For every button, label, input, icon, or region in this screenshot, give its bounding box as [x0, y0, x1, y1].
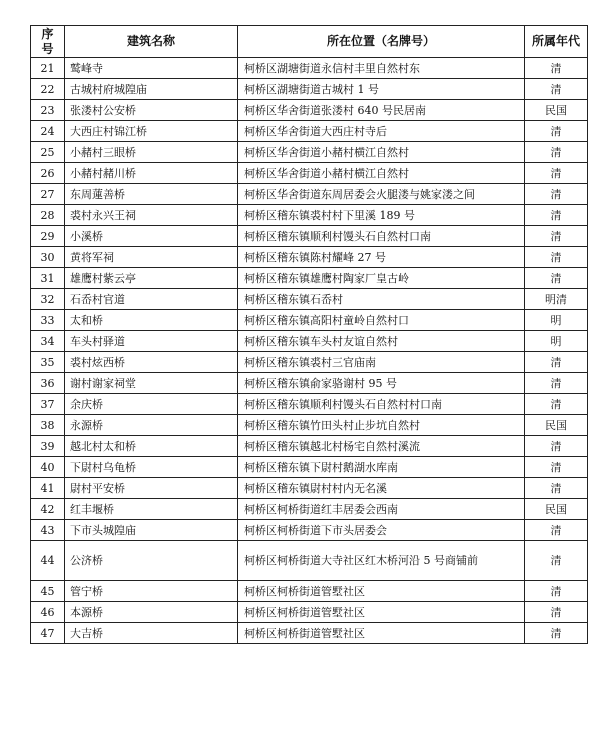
building-name: 石岙村官道: [65, 289, 238, 310]
table-row: [31, 331, 588, 352]
era-cell: 清: [525, 436, 588, 457]
table-row: [31, 163, 588, 184]
era-cell: 清: [525, 352, 588, 373]
building-name: 余庆桥: [65, 394, 238, 415]
row-number: 21: [31, 58, 65, 79]
era-cell: 明: [525, 331, 588, 352]
row-number: 30: [31, 247, 65, 268]
era-cell: 清: [525, 247, 588, 268]
table-row: [31, 79, 588, 100]
era-cell: 清: [525, 373, 588, 394]
building-name: 大吉桥: [65, 623, 238, 644]
era-cell: 清: [525, 79, 588, 100]
building-name: 东周蓮善桥: [65, 184, 238, 205]
building-name: 本源桥: [65, 602, 238, 623]
era-cell: 清: [525, 163, 588, 184]
era-cell: 清: [525, 58, 588, 79]
location-cell: 柯桥区稽东镇竹田头村止步坑自然村: [238, 415, 525, 436]
table-row: [31, 499, 588, 520]
table-row: [31, 268, 588, 289]
table-row: [31, 457, 588, 478]
building-name: 车头村驿道: [65, 331, 238, 352]
row-number: 22: [31, 79, 65, 100]
header-name: 建筑名称: [65, 26, 238, 58]
table-row: [31, 520, 588, 541]
building-name: 黄将军祠: [65, 247, 238, 268]
table-body: [31, 58, 588, 644]
table-row: [31, 310, 588, 331]
location-cell: 柯桥区稽东镇俞家骆谢村 95 号: [238, 373, 525, 394]
building-name: 管宁桥: [65, 581, 238, 602]
table-row: [31, 184, 588, 205]
building-name: 裘村炫西桥: [65, 352, 238, 373]
location-cell: 柯桥区稽东镇高阳村童岭自然村口: [238, 310, 525, 331]
location-cell: 柯桥区稽东镇陈村耀峰 27 号: [238, 247, 525, 268]
era-cell: 清: [525, 457, 588, 478]
row-number: 28: [31, 205, 65, 226]
era-cell: 清: [525, 394, 588, 415]
building-name: 小溪桥: [65, 226, 238, 247]
location-cell: 柯桥区稽东镇尉村村内无名溪: [238, 478, 525, 499]
location-cell: 柯桥区柯桥街道大寺社区红木桥河沿 5 号商铺前: [238, 541, 525, 581]
header-no: 序号: [31, 26, 65, 58]
row-number: 39: [31, 436, 65, 457]
table-row: [31, 352, 588, 373]
table-row: [31, 436, 588, 457]
row-number: 33: [31, 310, 65, 331]
location-cell: 柯桥区华舍街道张溇村 640 号民居南: [238, 100, 525, 121]
row-number: 36: [31, 373, 65, 394]
table-row: [31, 415, 588, 436]
location-cell: 柯桥区稽东镇越北村杨宅自然村溪流: [238, 436, 525, 457]
location-cell: 柯桥区华舍街道小赭村横江自然村: [238, 142, 525, 163]
row-number: 29: [31, 226, 65, 247]
heritage-buildings-table: [30, 25, 588, 644]
era-cell: 清: [525, 602, 588, 623]
header-era: 所属年代: [525, 26, 588, 58]
location-cell: 柯桥区华舍街道东周居委会火腿溇与姚家溇之间: [238, 184, 525, 205]
building-name: 小赭村赭川桥: [65, 163, 238, 184]
era-cell: 民国: [525, 499, 588, 520]
location-cell: 柯桥区柯桥街道管墅社区: [238, 602, 525, 623]
row-number: 23: [31, 100, 65, 121]
era-cell: 清: [525, 520, 588, 541]
era-cell: 清: [525, 478, 588, 499]
table-row: [31, 58, 588, 79]
location-cell: 柯桥区稽东镇下尉村鹅湖水库南: [238, 457, 525, 478]
row-number: 47: [31, 623, 65, 644]
location-cell: 柯桥区稽东镇石岙村: [238, 289, 525, 310]
row-number: 31: [31, 268, 65, 289]
building-name: 下尉村乌龟桥: [65, 457, 238, 478]
table-row: [31, 623, 588, 644]
location-cell: 柯桥区柯桥街道管墅社区: [238, 623, 525, 644]
row-number: 40: [31, 457, 65, 478]
table-row: [31, 394, 588, 415]
row-number: 32: [31, 289, 65, 310]
location-cell: 柯桥区稽东镇裘村村下里溪 189 号: [238, 205, 525, 226]
row-number: 42: [31, 499, 65, 520]
building-name: 谢村谢家祠堂: [65, 373, 238, 394]
row-number: 26: [31, 163, 65, 184]
building-name: 太和桥: [65, 310, 238, 331]
era-cell: 明: [525, 310, 588, 331]
table-row: [31, 581, 588, 602]
building-name: 裘村永兴王祠: [65, 205, 238, 226]
table-row: [31, 121, 588, 142]
era-cell: 民国: [525, 100, 588, 121]
table-row: [31, 100, 588, 121]
building-name: 古城村府城隍庙: [65, 79, 238, 100]
location-cell: 柯桥区稽东镇车头村友谊自然村: [238, 331, 525, 352]
era-cell: 民国: [525, 415, 588, 436]
row-number: 41: [31, 478, 65, 499]
row-number: 38: [31, 415, 65, 436]
row-number: 44: [31, 541, 65, 581]
row-number: 34: [31, 331, 65, 352]
table-row: [31, 142, 588, 163]
location-cell: 柯桥区湖塘街道永信村丰里自然村东: [238, 58, 525, 79]
table-row: [31, 247, 588, 268]
row-number: 27: [31, 184, 65, 205]
era-cell: 清: [525, 184, 588, 205]
era-cell: 清: [525, 121, 588, 142]
building-name: 小赭村三眼桥: [65, 142, 238, 163]
table-header-row: [31, 26, 588, 58]
location-cell: 柯桥区柯桥街道下市头居委会: [238, 520, 525, 541]
era-cell: 清: [525, 142, 588, 163]
building-name: 永源桥: [65, 415, 238, 436]
location-cell: 柯桥区华舍街道小赭村横江自然村: [238, 163, 525, 184]
building-name: 尉村平安桥: [65, 478, 238, 499]
era-cell: 清: [525, 623, 588, 644]
document-page: [30, 25, 588, 644]
header-location: 所在位置（名牌号）: [238, 26, 525, 58]
row-number: 37: [31, 394, 65, 415]
table-row: [31, 373, 588, 394]
table-row: [31, 541, 588, 581]
row-number: 35: [31, 352, 65, 373]
table-row: [31, 602, 588, 623]
building-name: 公济桥: [65, 541, 238, 581]
table-row: [31, 478, 588, 499]
table-row: [31, 226, 588, 247]
row-number: 43: [31, 520, 65, 541]
building-name: 红丰堰桥: [65, 499, 238, 520]
table-row: [31, 205, 588, 226]
era-cell: 清: [525, 205, 588, 226]
era-cell: 明清: [525, 289, 588, 310]
row-number: 45: [31, 581, 65, 602]
location-cell: 柯桥区柯桥街道红丰居委会西南: [238, 499, 525, 520]
building-name: 鹫峰寺: [65, 58, 238, 79]
location-cell: 柯桥区柯桥街道管墅社区: [238, 581, 525, 602]
location-cell: 柯桥区稽东镇裘村三官庙南: [238, 352, 525, 373]
row-number: 24: [31, 121, 65, 142]
location-cell: 柯桥区稽东镇顺利村馒头石自然村口南: [238, 226, 525, 247]
building-name: 雄鹰村紫云亭: [65, 268, 238, 289]
table-row: [31, 289, 588, 310]
era-cell: 清: [525, 226, 588, 247]
building-name: 越北村太和桥: [65, 436, 238, 457]
era-cell: 清: [525, 268, 588, 289]
location-cell: 柯桥区稽东镇雄鹰村陶家厂皇古岭: [238, 268, 525, 289]
location-cell: 柯桥区稽东镇顺利村馒头石自然村村口南: [238, 394, 525, 415]
row-number: 25: [31, 142, 65, 163]
building-name: 大西庄村锦江桥: [65, 121, 238, 142]
location-cell: 柯桥区湖塘街道古城村 1 号: [238, 79, 525, 100]
era-cell: 清: [525, 581, 588, 602]
row-number: 46: [31, 602, 65, 623]
era-cell: 清: [525, 541, 588, 581]
location-cell: 柯桥区华舍街道大西庄村寺后: [238, 121, 525, 142]
building-name: 下市头城隍庙: [65, 520, 238, 541]
building-name: 张溇村公安桥: [65, 100, 238, 121]
